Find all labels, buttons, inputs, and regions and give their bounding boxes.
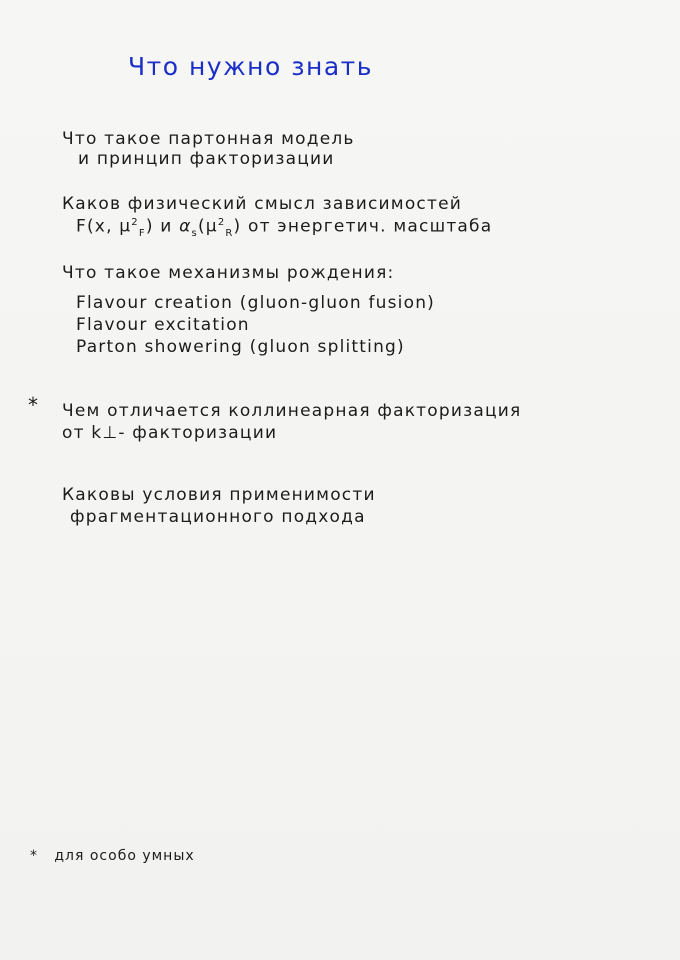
page-title: Что нужно знать xyxy=(128,52,373,81)
item-2-line-1: Каков физический смысл зависимостей xyxy=(62,194,462,214)
formula-and: и xyxy=(160,216,173,237)
formula-mu-open: (μ xyxy=(197,216,218,237)
formula-alpha-sub: s xyxy=(191,228,198,240)
item-5-line-2: фрагментационного подхода xyxy=(70,507,366,527)
item-1-line-1: Что такое партонная модель xyxy=(62,129,355,149)
formula-f-sub: F xyxy=(138,228,146,240)
formula-alpha: α xyxy=(179,216,192,237)
formula-tail: от энергетич. масштаба xyxy=(247,216,493,237)
item-5-line-1: Каковы условия применимости xyxy=(62,485,376,505)
item-3-line-1: Что такое механизмы рождения: xyxy=(62,263,395,283)
formula-f: F(x, μ xyxy=(76,216,132,237)
item-3-line-2: Flavour creation (gluon-gluon fusion) xyxy=(76,293,435,313)
item-1-line-2: и принцип факторизации xyxy=(78,149,335,169)
formula-f-sup: 2 xyxy=(131,217,139,228)
footnote-text: для особо умных xyxy=(54,848,195,864)
item-2-formula-line xyxy=(76,212,492,245)
item-4-line-2: от k⊥- факторизации xyxy=(62,423,278,443)
footnote-star-marker: * xyxy=(30,848,38,864)
formula-mu-sup: 2 xyxy=(217,217,226,228)
formula-f-close: ) xyxy=(145,216,154,237)
formula-mu-sub: R xyxy=(225,228,234,240)
item-3-line-3: Flavour excitation xyxy=(76,315,250,335)
item-4-line-1: Чем отличается коллинеарная факторизация xyxy=(62,401,522,421)
formula-mu-close: ) xyxy=(233,216,242,237)
item-4-star-marker: * xyxy=(28,393,38,417)
footnote xyxy=(30,848,195,864)
item-3-line-4: Parton showering (gluon splitting) xyxy=(76,337,405,357)
